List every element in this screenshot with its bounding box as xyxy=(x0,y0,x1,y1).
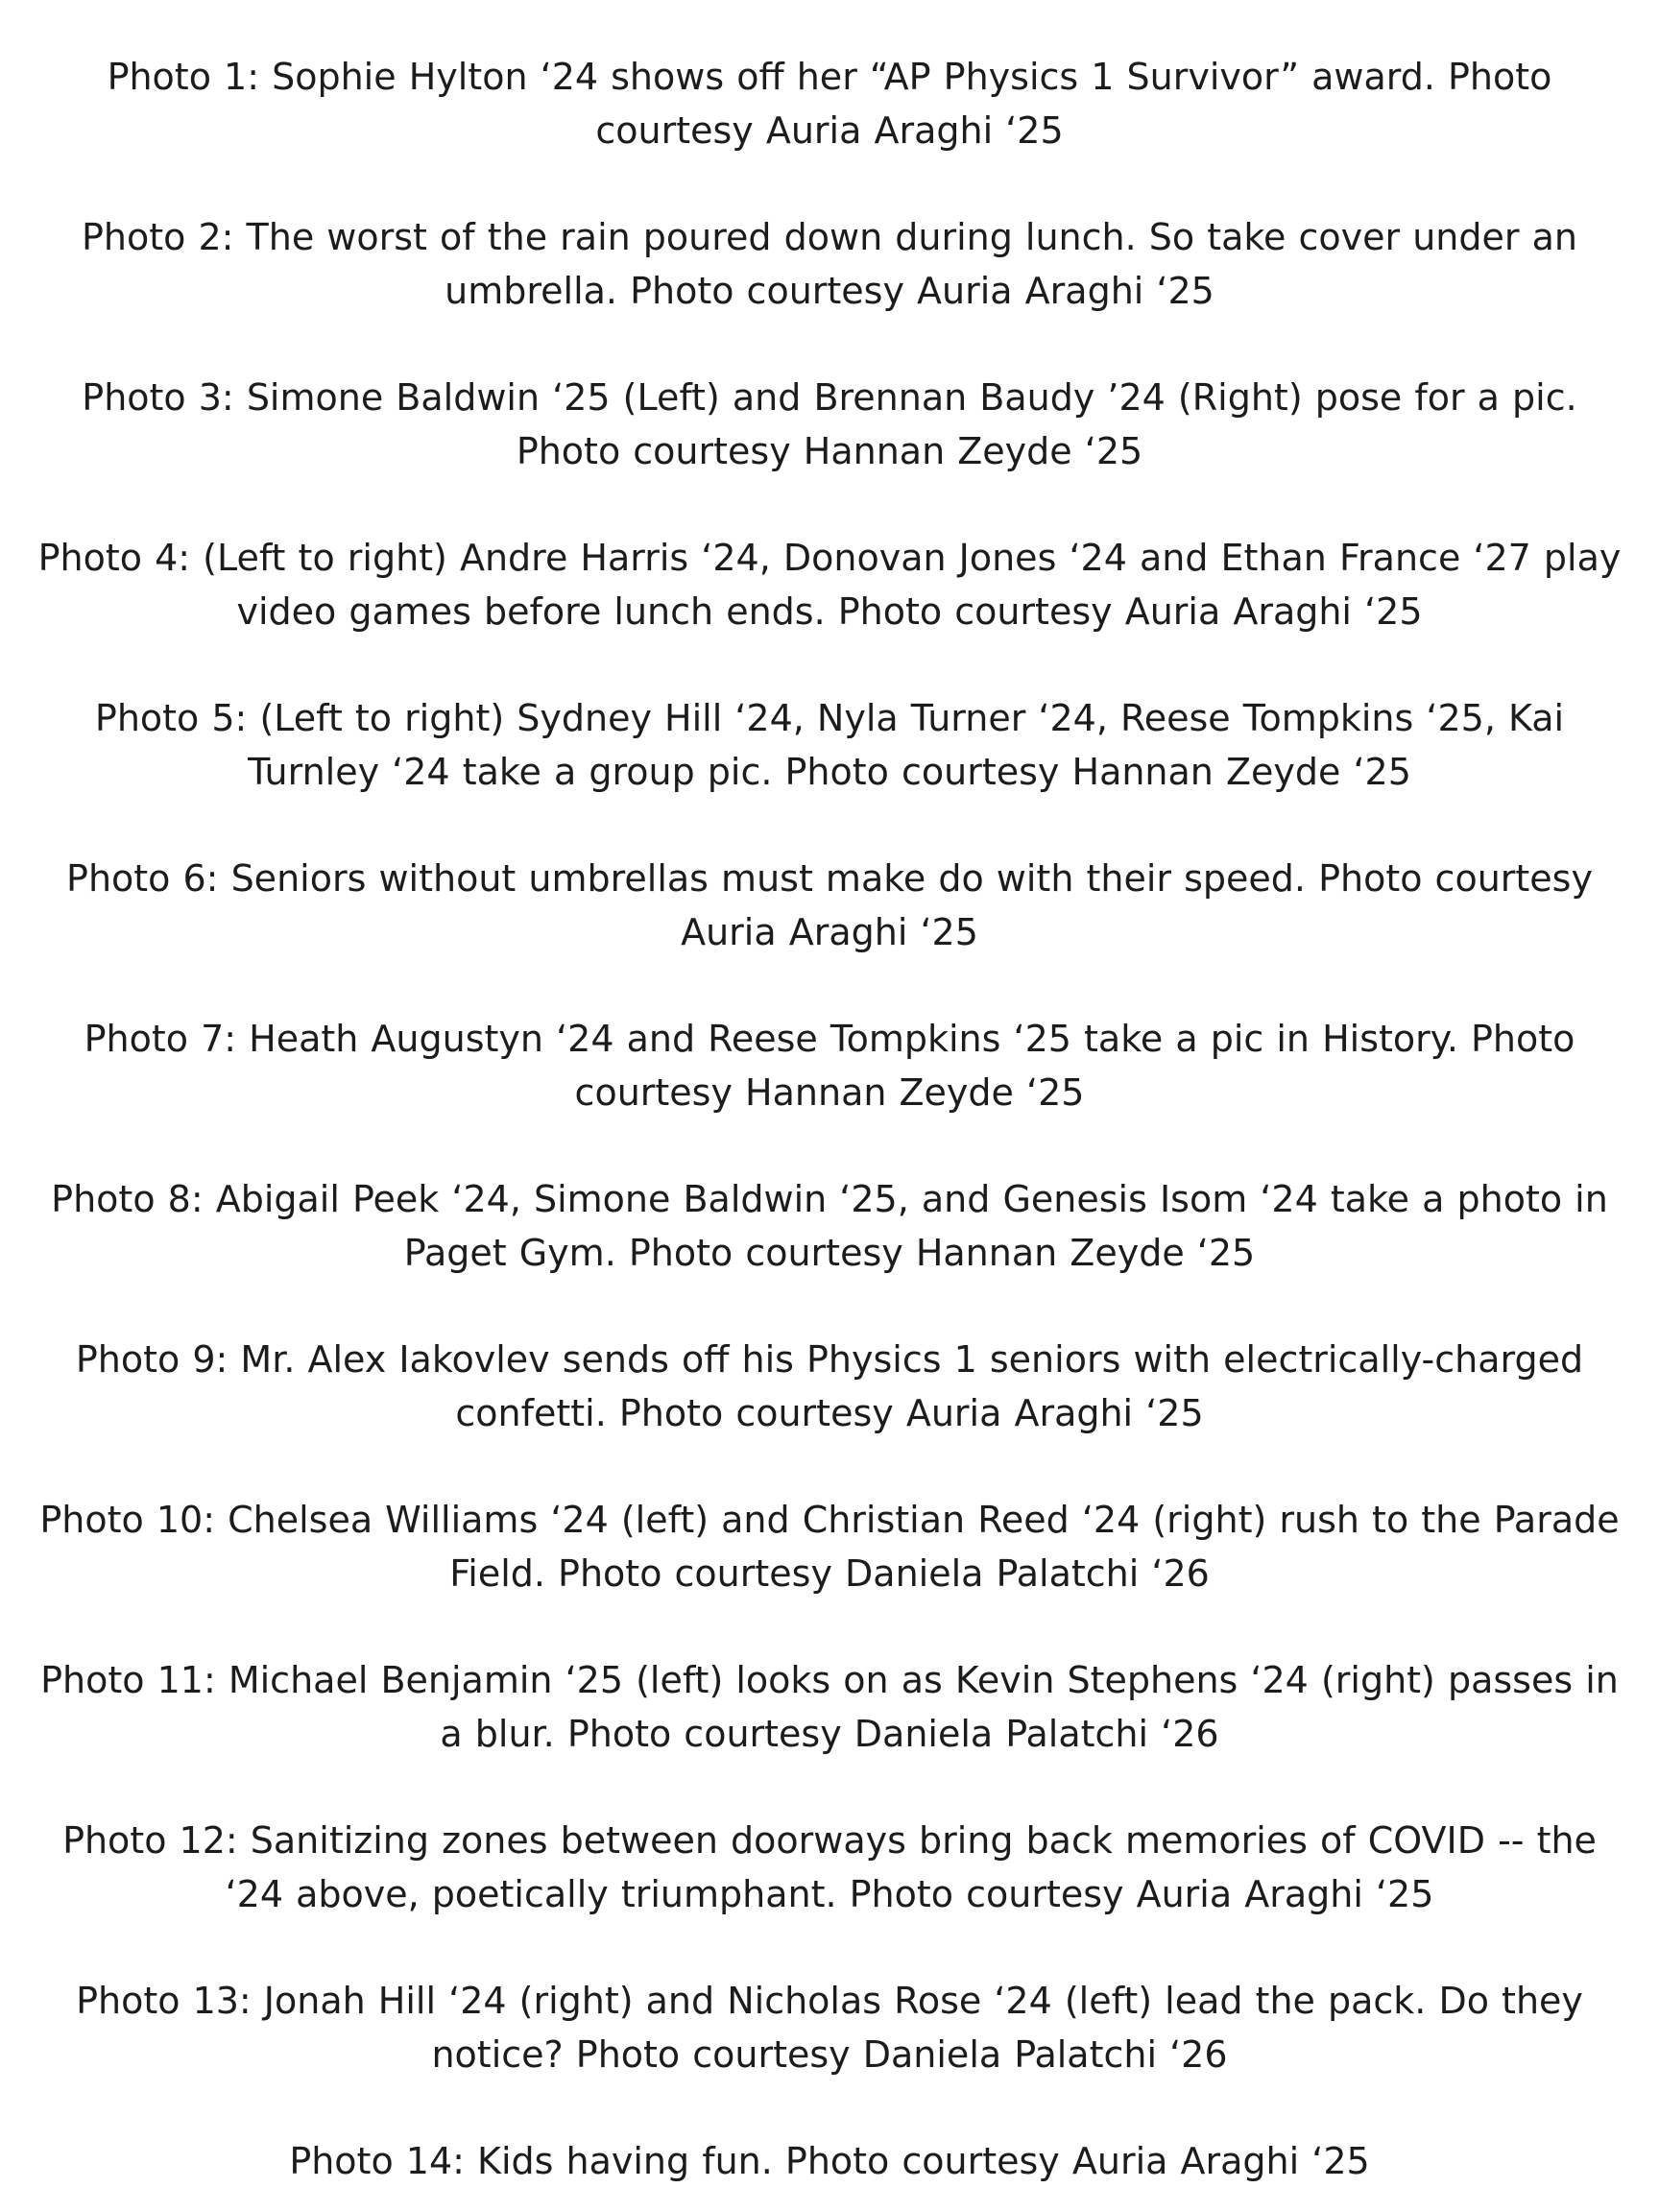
photo-caption-11: Photo 11: Michael Benjamin ‘25 (left) looks on as Kevin Stephens ‘24 (right) passes in a blur. Photo courtesy Daniela Palatchi ‘26 xyxy=(40,1659,1619,1755)
photo-caption-list xyxy=(29,50,1630,2188)
photo-caption-4: Photo 4: (Left to right) Andre Harris ‘24, Donovan Jones ‘24 and Ethan France ‘27 play video games before lunch ends. Photo courtesy Auria Araghi ‘25 xyxy=(37,537,1622,633)
photo-caption-14: Photo 14: Kids having fun. Photo courtesy Auria Araghi ‘25 xyxy=(289,2140,1370,2182)
photo-caption-1: Photo 1: Sophie Hylton ‘24 shows off her “AP Physics 1 Survivor” award. Photo courtesy Auria Araghi ‘25 xyxy=(107,56,1552,152)
photo-caption-9: Photo 9: Mr. Alex Iakovlev sends off his Physics 1 seniors with electrically-charged confetti. Photo courtesy Auria Araghi ‘25 xyxy=(75,1338,1584,1434)
photo-caption-3: Photo 3: Simone Baldwin ‘25 (Left) and Brennan Baudy ’24 (Right) pose for a pic. Photo courtesy Hannan Zeyde ‘25 xyxy=(82,376,1577,472)
photo-caption-7: Photo 7: Heath Augustyn ‘24 and Reese Tompkins ‘25 take a pic in History. Photo courtesy Hannan Zeyde ‘25 xyxy=(84,1018,1575,1114)
photo-caption-2: Photo 2: The worst of the rain poured down during lunch. So take cover under an umbrella. Photo courtesy Auria Araghi ‘25 xyxy=(82,216,1577,312)
photo-caption-6: Photo 6: Seniors without umbrellas must make do with their speed. Photo courtesy Auria Araghi ‘25 xyxy=(66,857,1593,953)
photo-caption-12: Photo 12: Sanitizing zones between doorways bring back memories of COVID -- the ‘24 above, poetically triumphant. Photo courtesy Auria Araghi ‘25 xyxy=(62,1819,1597,1915)
photo-caption-13: Photo 13: Jonah Hill ‘24 (right) and Nicholas Rose ‘24 (left) lead the pack. Do they notice? Photo courtesy Daniela Palatchi ‘26 xyxy=(76,1980,1583,2076)
photo-caption-8: Photo 8: Abigail Peek ‘24, Simone Baldwin ‘25, and Genesis Isom ‘24 take a photo in Paget Gym. Photo courtesy Hannan Zeyde ‘25 xyxy=(51,1178,1608,1274)
photo-caption-10: Photo 10: Chelsea Williams ‘24 (left) and Christian Reed ‘24 (right) rush to the Parade Field. Photo courtesy Daniela Palatchi ‘26 xyxy=(39,1499,1620,1595)
photo-caption-5: Photo 5: (Left to right) Sydney Hill ‘24, Nyla Turner ‘24, Reese Tompkins ‘25, Kai Turnley ‘24 take a group pic. Photo courtesy Hannan Zeyde ‘25 xyxy=(94,697,1565,793)
